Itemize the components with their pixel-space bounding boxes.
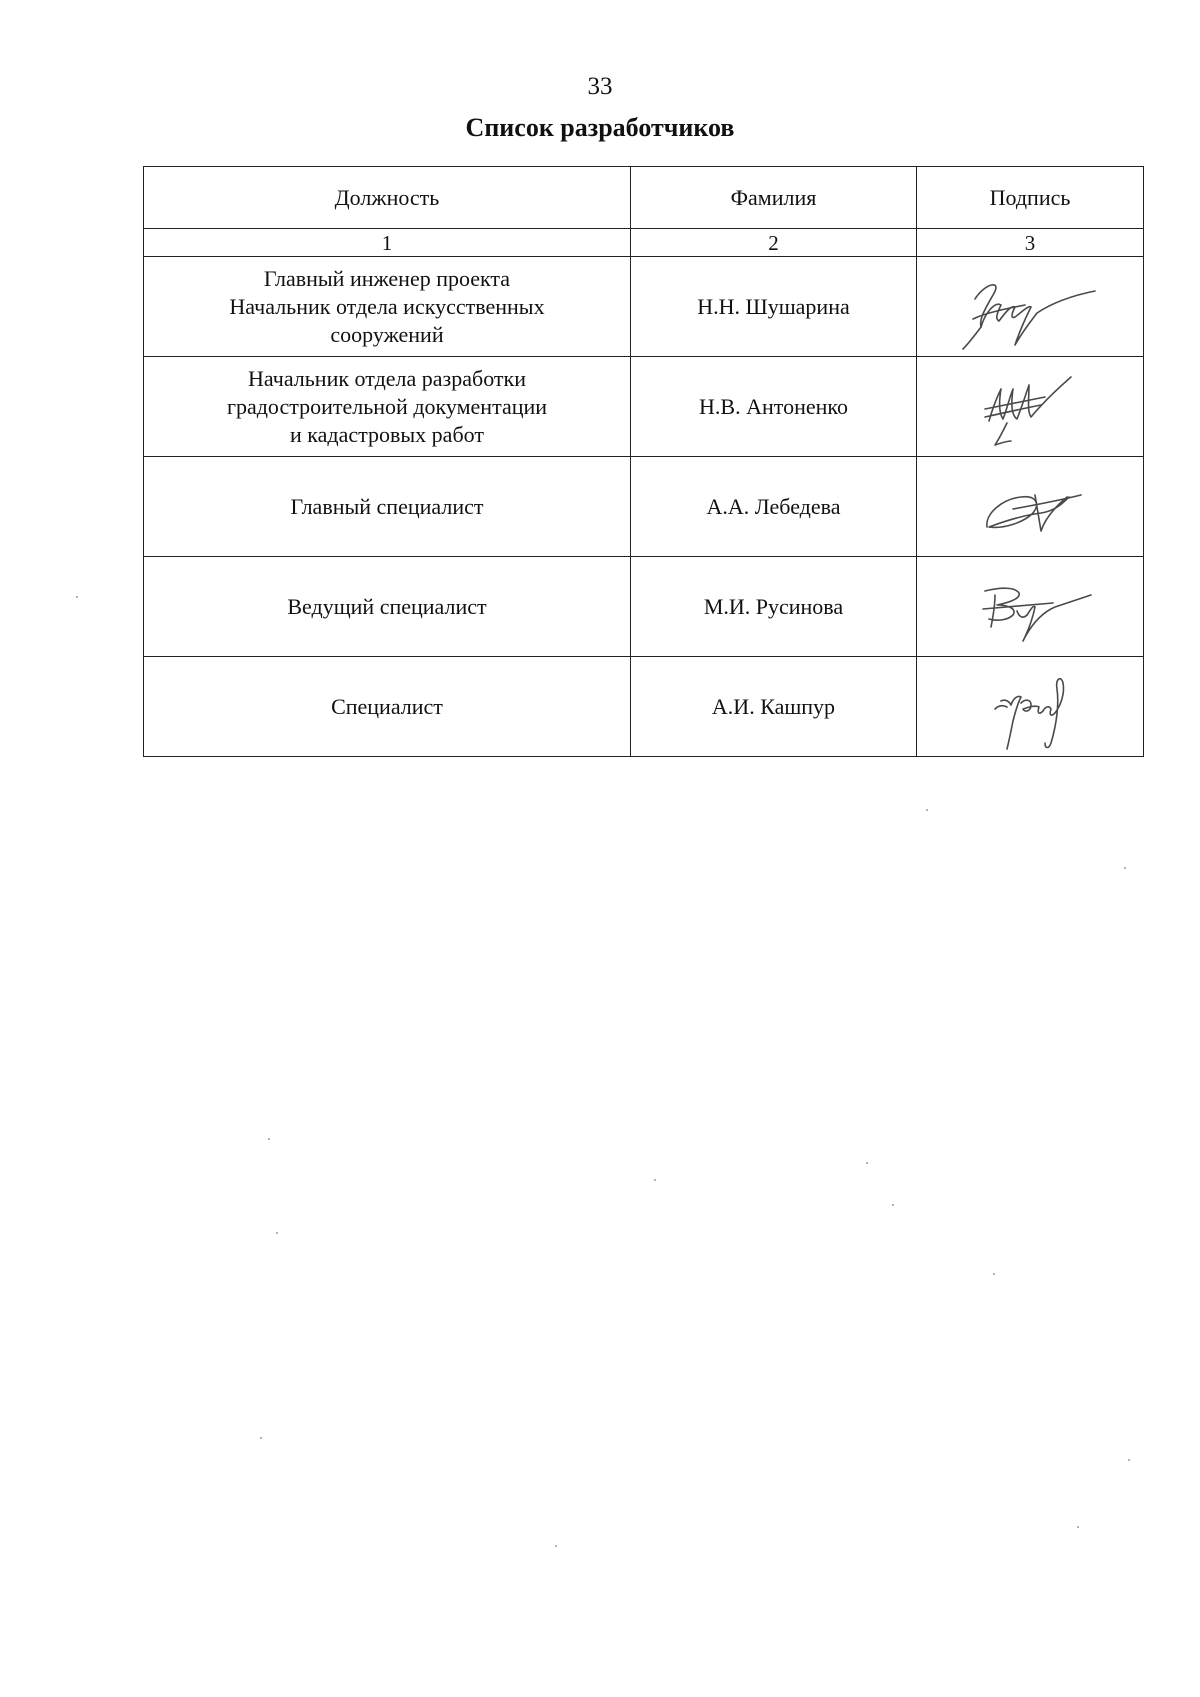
table-row xyxy=(144,457,1144,557)
position-line: Ведущий специалист xyxy=(287,593,487,619)
document-title: Список разработчиков xyxy=(465,113,735,142)
scan-speck xyxy=(260,1437,262,1439)
position-line: Главный инженер проекта xyxy=(263,265,511,291)
position-cell xyxy=(144,557,631,657)
table-row xyxy=(144,357,1144,457)
scan-speck xyxy=(555,1545,557,1547)
signature-cell xyxy=(917,357,1144,457)
handwritten-signature xyxy=(945,461,1115,553)
scan-speck xyxy=(926,809,928,811)
scan-speck xyxy=(268,1138,270,1140)
surname-cell: А.И. Кашпур xyxy=(631,657,917,757)
scan-speck xyxy=(1124,867,1126,869)
position-line: сооружений xyxy=(330,321,444,347)
handwritten-signature xyxy=(945,261,1115,353)
header-signature: Подпись xyxy=(917,167,1144,229)
scan-speck xyxy=(993,1273,995,1275)
position-line: и кадастровых работ xyxy=(290,421,484,447)
column-number-3: 3 xyxy=(917,229,1144,257)
scan-speck xyxy=(276,1232,278,1234)
table-row xyxy=(144,657,1144,757)
surname-cell: Н.В. Антоненко xyxy=(631,357,917,457)
position-cell xyxy=(144,257,631,357)
position-line: Главный специалист xyxy=(290,493,484,519)
surname-cell: А.А. Лебедева xyxy=(631,457,917,557)
developers-table xyxy=(143,166,1144,757)
surname-cell: Н.Н. Шушарина xyxy=(631,257,917,357)
scan-speck xyxy=(654,1179,656,1181)
table-row xyxy=(144,557,1144,657)
scan-speck xyxy=(892,1204,894,1206)
surname-cell: М.И. Русинова xyxy=(631,557,917,657)
table-header-row xyxy=(144,167,1144,229)
page-number: 33 xyxy=(587,73,613,100)
column-number-1: 1 xyxy=(144,229,631,257)
handwritten-signature xyxy=(945,561,1115,653)
signature-cell xyxy=(917,257,1144,357)
position-line: градостроительной документации xyxy=(226,393,548,419)
header-position: Должность xyxy=(144,167,631,229)
position-cell xyxy=(144,357,631,457)
signature-cell xyxy=(917,657,1144,757)
scan-speck xyxy=(76,596,78,598)
handwritten-signature xyxy=(945,661,1115,753)
position-cell xyxy=(144,457,631,557)
position-line: Начальник отдела искусственных xyxy=(229,293,545,319)
position-line: Специалист xyxy=(331,693,443,719)
header-surname: Фамилия xyxy=(631,167,917,229)
column-number-2: 2 xyxy=(631,229,917,257)
table-row xyxy=(144,257,1144,357)
handwritten-signature xyxy=(945,361,1115,453)
position-cell xyxy=(144,657,631,757)
position-line: Начальник отдела разработки xyxy=(248,365,526,391)
scan-speck xyxy=(1128,1459,1130,1461)
signature-cell xyxy=(917,557,1144,657)
scan-speck xyxy=(866,1162,868,1164)
column-number-row xyxy=(144,229,1144,257)
scan-speck xyxy=(1077,1526,1079,1528)
signature-cell xyxy=(917,457,1144,557)
